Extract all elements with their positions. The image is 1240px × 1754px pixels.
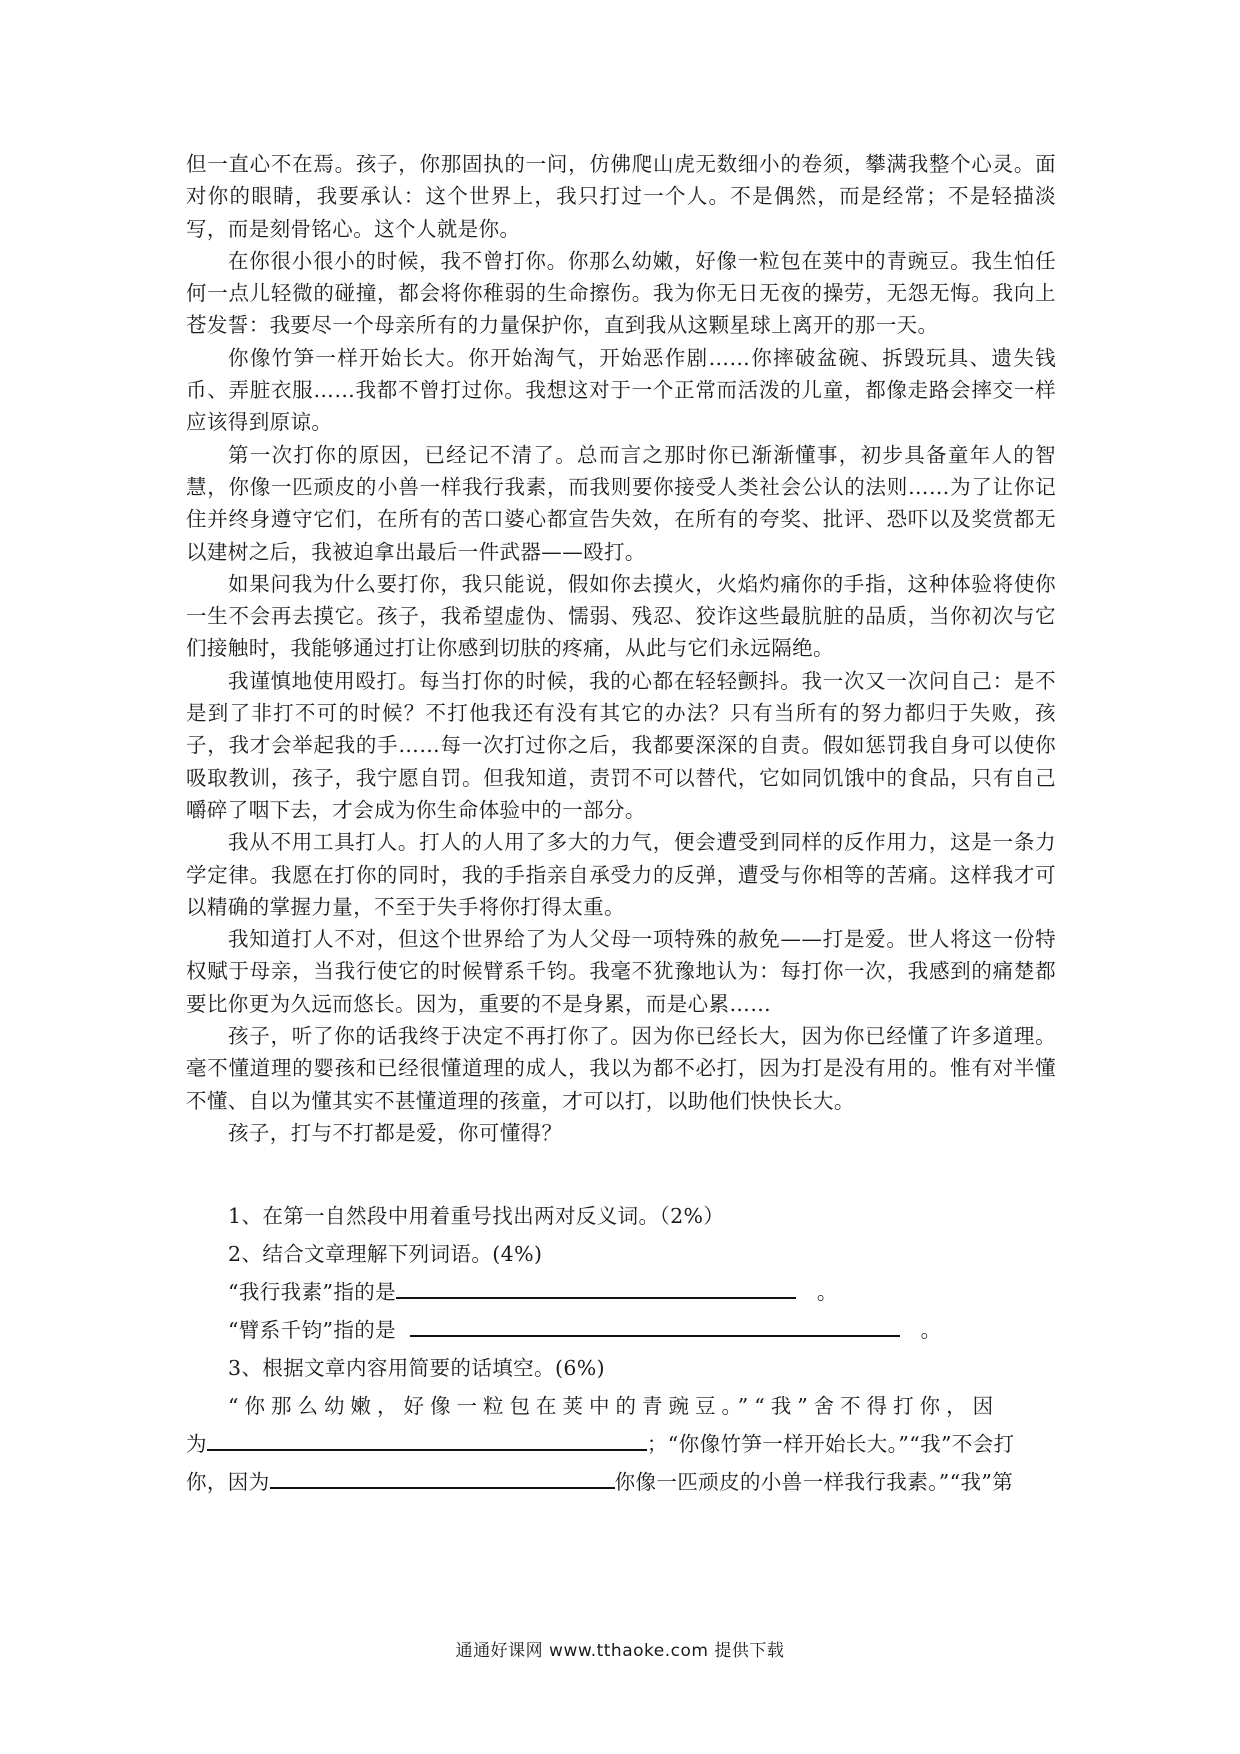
paragraph: 如果问我为什么要打你，我只能说，假如你去摸火，火焰灼痛你的手指，这种体验将使你一生不会再去摸它。孩子，我希望虚伪、懦弱、残忍、狡诈这些最肮脏的品质，当你初次与它们接触时，我能够通过打让你感到切肤的疼痛，从此与它们永远隔绝。 — [186, 571, 1056, 661]
question-2b-label: “臂系千钧”指的是 — [228, 1318, 397, 1343]
paragraph: 在你很小很小的时候，我不曾打你。你那么幼嫩，好像一粒包在荚中的青豌豆。我生怕任何一点儿轻微的碰撞，都会将你稚弱的生命擦伤。我为你无日无夜的操劳，无怨无悔。我向上苍发誓：我要尽一个母亲所有的力量保护你，直到我从这颗星球上离开的那一天。 — [186, 248, 1056, 338]
answer-blank-2b[interactable] — [410, 1313, 900, 1337]
answer-blank-3a[interactable] — [207, 1427, 647, 1451]
question-2a-end: 。 — [816, 1280, 838, 1305]
question-3-line-3-end: 你像一匹顽皮的小兽一样我行我素。”“我”第 — [614, 1470, 1014, 1495]
page-footer: 通通好课网 www.tthaoke.com 提供下载 — [455, 1641, 785, 1661]
question-3-line-2-end: ；“你像竹笋一样开始长大。”“我”不会打 — [646, 1432, 1015, 1457]
paragraph: 我知道打人不对，但这个世界给了为人父母一项特殊的赦免——打是爱。世人将这一份特权赋于母亲，当我行使它的时候臂系千钧。我毫不犹豫地认为：每打你一次，我感到的痛楚都要比你更为久远而悠长。因为，重要的不是身累，而是心累…… — [186, 927, 1056, 1016]
question-3: 3、根据文章内容用简要的话填空。(6%) — [228, 1356, 606, 1381]
answer-blank-2a[interactable] — [396, 1275, 796, 1299]
question-2b-end: 。 — [920, 1318, 942, 1343]
question-2a — [186, 1273, 1056, 1311]
paragraph: 你像竹笋一样开始长大。你开始淘气，开始恶作剧……你摔破盆碗、拆毁玩具、遗失钱币、弄脏衣服……我都不曾打过你。我想这对于一个正常而活泼的儿童，都像走路会摔交一样应该得到原谅。 — [186, 345, 1056, 435]
question-3-line-3-start: 你，因为 — [186, 1470, 270, 1495]
question-1: 1、在第一自然段中用着重号找出两对反义词。（2%） — [228, 1204, 725, 1229]
section-spacer — [186, 1149, 1056, 1197]
document-page — [186, 148, 1056, 1501]
paragraph: 孩子，听了你的话我终于决定不再打你了。因为你已经长大，因为你已经懂了许多道理。毫不懂道理的婴孩和已经很懂道理的成人，我以为都不必打，因为打是没有用的。惟有对半懂不懂、自以为懂其实不甚懂道理的孩童，才可以打，以助他们快快长大。 — [186, 1024, 1056, 1113]
answer-blank-3b[interactable] — [270, 1465, 615, 1489]
question-2b — [186, 1311, 1056, 1349]
questions-section — [186, 1197, 1056, 1501]
article-body — [186, 148, 1056, 1149]
paragraph: 但一直心不在焉。孩子，你那固执的一问，仿佛爬山虎无数细小的卷须，攀满我整个心灵。面对你的眼睛，我要承认：这个世界上，我只打过一个人。不是偶然，而是经常；不是轻描淡写，而是刻骨铭心。这个人就是你。 — [186, 152, 1056, 241]
paragraph: 我谨慎地使用殴打。每当打你的时候，我的心都在轻轻颤抖。我一次又一次问自己：是不是到了非打不可的时候？不打他我还有没有其它的办法？只有当所有的努力都归于失败，孩子，我才会举起我的手……每一次打过你之后，我都要深深的自责。假如惩罚我自身可以使你吸取教训，孩子，我宁愿自罚。但我知道，责罚不可以替代，它如同饥饿中的食品，只有自己嚼碎了咽下去，才会成为你生命体验中的一部分。 — [186, 668, 1056, 822]
paragraph: 我从不用工具打人。打人的人用了多大的力气，便会遭受到同样的反作用力，这是一条力学定律。我愿在打你的同时，我的手指亲自承受力的反弹，遭受与你相等的苦痛。这样我才可以精确的掌握力量，不至于失手将你打得太重。 — [186, 830, 1056, 919]
question-3-line-2 — [186, 1425, 1056, 1463]
question-2: 2、结合文章理解下列词语。(4%) — [228, 1242, 543, 1267]
question-2a-label: “我行我素”指的是 — [228, 1280, 397, 1305]
question-3-line-3 — [186, 1463, 1056, 1501]
paragraph: 孩子，打与不打都是爱，你可懂得？ — [228, 1120, 563, 1145]
question-3-intro: “你那么幼嫩，好像一粒包在荚中的青豌豆。”“我”舍不得打你，因 — [228, 1394, 1000, 1419]
paragraph: 第一次打你的原因，已经记不清了。总而言之那时你已渐渐懂事，初步具备童年人的智慧，你像一匹顽皮的小兽一样我行我素，而我则要你接受人类社会公认的法则……为了让你记住并终身遵守它们，在所有的苦口婆心都宣告失效，在所有的夸奖、批评、恐吓以及奖赏都无以建树之后，我被迫拿出最后一件武器——殴打。 — [186, 442, 1056, 564]
question-3-line-2-start: 为 — [186, 1432, 207, 1457]
